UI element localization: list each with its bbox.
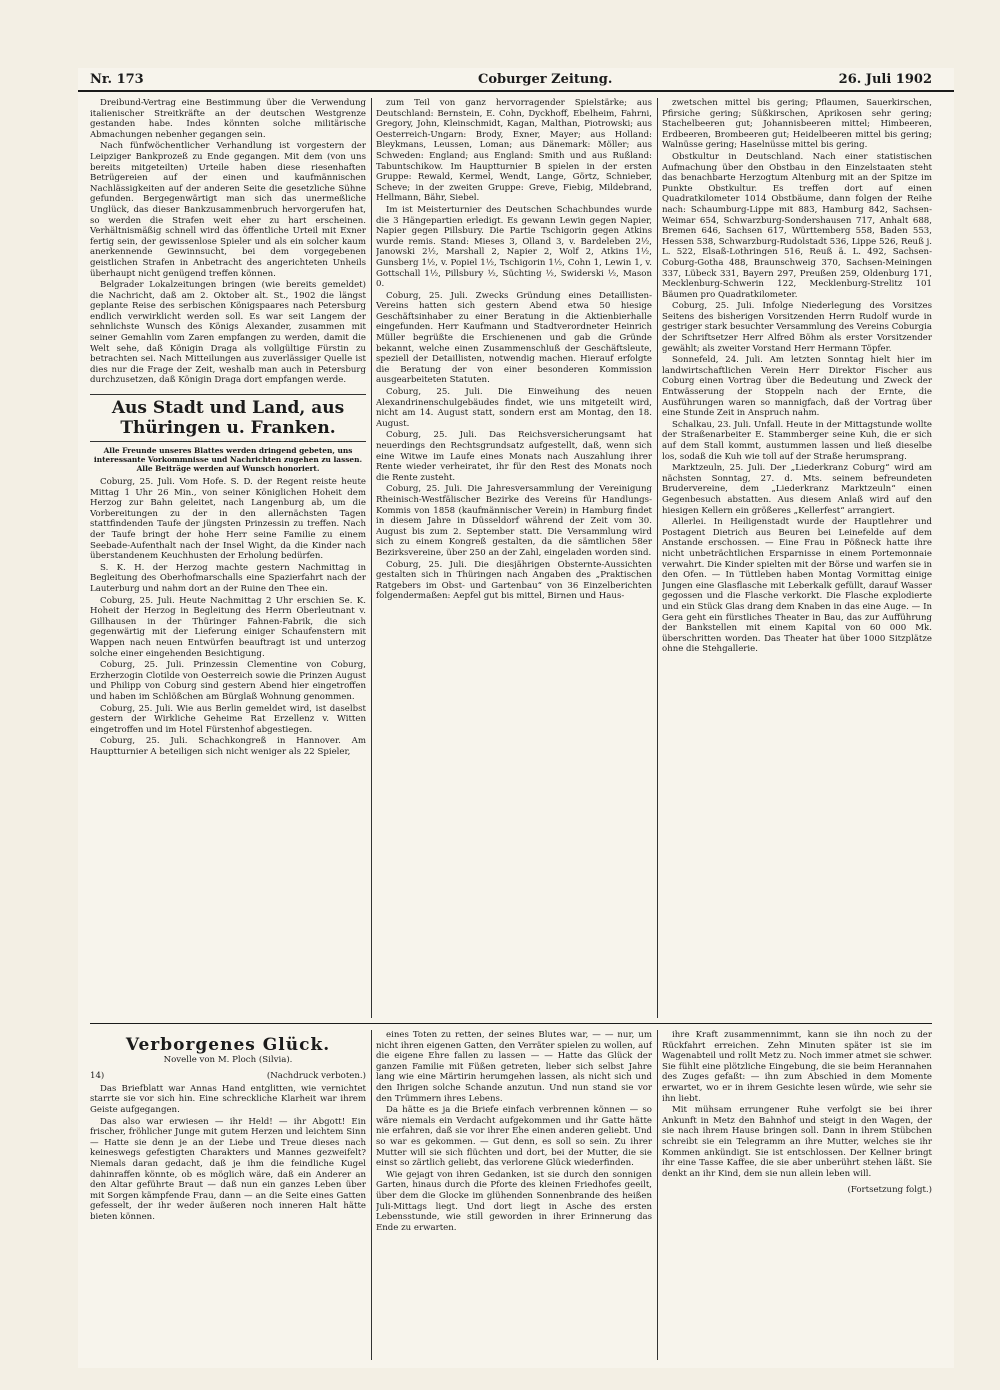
editorial-note: Alle Freunde unseres Blattes werden dringend gebeten, uns interessante Vorkommnisse und Nachrichten zugehen zu lassen. Alle Beiträge werden auf Wunsch honoriert. — [93, 446, 363, 474]
article-paragraph: Dreibund-Vertrag eine Bestimmung über die Verwendung italienischer Streitkräfte an der deutschen Westgrenze gestanden habe. Indes könnten solche militärische Abmachungen nebenher gegangen sein. — [90, 98, 366, 140]
continuation-note: (Fortsetzung folgt.) — [847, 1185, 932, 1196]
article-paragraph: zum Teil von ganz hervorragender Spielstärke; aus Deutschland: Bernstein, E. Cohn, Dyckhoff, Ebelheim, Fahrni, Gregory, John, Kleinschmidt, Kagan, Malthan, Piotrowski; aus Oesterreich-Ungarn: Brody, Exner, Mayer; aus Holland: Bleykmans, Leussen, Loman; aus Dänemark: Möller; aus Schweden: England; aus England: Smith und aus Rußland: Tabuntschikow. Im Hauptturnier B spielen in der ersten Gruppe: Rewald, Kermel, Wendt, Lange, Görtz, Schnieber, Scheve; in der zweiten Gruppe: Greve, Fiebig, Mildebrand, Hellmann, Bähr, Siebel. — [376, 98, 652, 204]
installment-number — [90, 1071, 366, 1082]
article-paragraph: Coburg, 25. Juli. Prinzessin Clementine von Coburg, Erzherzogin Clotilde von Oesterreich sowie die Prinzen August und Philipp von Coburg sind gestern Abend hier eingetroffen und haben im Schlößchen am Bürglaß Wohnung genommen. — [90, 660, 366, 702]
issue-number: Nr. 173 — [90, 72, 144, 87]
page-header — [78, 68, 954, 92]
article-paragraph: Coburg, 25. Juli. Schachkongreß in Hannover. Am Hauptturnier A beteiligen sich nicht weniger als 22 Spieler, — [90, 736, 366, 757]
article-paragraph: S. K. H. der Herzog machte gestern Nachmittag in Begleitung des Oberhofmarschalls eine Spazierfahrt nach der Lauterburg und nahm dort an der Ruine den Thee ein. — [90, 562, 366, 594]
article-paragraph: Belgrader Lokalzeitungen bringen (wie bereits gemeldet) die Nachricht, daß am 2. Oktober alt. St., 1902 die längst geplante Reise des serbischen Königspaares nach Petersburg endlich verwirklicht werden soll. Es war seit Langem der sehnlichste Wunsch des Königs Alexander, zusammen mit seiner Gemahlin vom Zaren empfangen zu werden, damit die Welt sehe, daß Königin Draga als vollgültige Fürstin zu betrachten sei. Nach Mitteilungen aus zuverlässiger Quelle ist dies nur die Frage der Zeit, weshalb man auch in Petersburg durchzusetzen, daß Königin Draga dort empfangen werde. — [90, 280, 366, 386]
rights-note: (Nachdruck verboten.) — [266, 1071, 366, 1082]
story-paragraph: Da hätte es ja die Briefe einfach verbrennen können — so wäre niemals ein Verdacht aufgekommen und ihr Gatte hätte nie erfahren, daß sie vor ihrer Ehe einen anderen geliebt. Und so war es gekommen. — Gut denn, es soll so sein. Zu ihrer Mutter will sie sich flüchten und dort, bei der Mutter, die sie einst so zärtlich geliebt, das verlorene Glück wiederfinden. — [376, 1105, 652, 1169]
feuilleton-divider — [90, 1023, 932, 1024]
newspaper-title: Coburger Zeitung. — [478, 72, 613, 87]
story-author: Novelle von M. Ploch (Silvia). — [163, 1054, 293, 1065]
story-paragraph: Wie gejagt von ihren Gedanken, ist sie durch den sonnigen Garten, hinaus durch die Pforte des kleinen Friedhofes geeilt, über dem die Glocke im glühenden Sonnenbrande des heißen Juli-Mittags liegt. Und dort liegt in Asche des ersten Lebensstunde, wie still geworden in ihrer Erinnerung das Ende zu erwarten. — [376, 1169, 652, 1233]
column-3 — [662, 98, 932, 1018]
article-paragraph: Im ist Meisterturnier des Deutschen Schachbundes wurde die 3 Hängepartien erledigt. Es gewann Lewin gegen Napier, Napier gegen Pillsbury. Die Partie Tschigorin gegen Atkins wurde remis. Stand: Mieses 3, Olland 3, v. Bardeleben 2½, Janowski 2½, Marshall 2, Napier 2, Wolf 2, Atkins 1½, Gunsberg 1½, v. Popiel 1½, Tschigorin 1½, Cohn 1, Lewin 1, v. Gottschall 1½, Pillsbury ½, Süchting ½, Swiderski ½, Mason 0. — [376, 204, 652, 290]
article-paragraph: Coburg, 25. Juli. Die Einweihung des neuen Alexandrinenschulgebäudes findet, wie uns mitgeteilt wird, nicht am 14. August statt, sondern erst am Montag, den 18. August. — [376, 387, 652, 429]
story-paragraph: Das also war erwiesen — ihr Held! — ihr Abgott! Ein frischer, fröhlicher Junge mit gutem Herzen und leichtem Sinn — Hatte sie denn je an der Liebe und Treue dieses nach keineswegs gefestigten Charakters und Mannes gezweifelt? Niemals daran gedacht, daß je ihm die feindliche Kugel dahinraffen könnte, ob es möglich wäre, daß ein Anderer an den Altar geführte Braut — daß nun ein ganzes Leben über mit Sorgen kämpfende Frau, dann — an die Seite eines Gatten gefesselt, der ihr weder äußeren noch inneren Halt hätte bieten können. — [90, 1116, 366, 1222]
article-paragraph: Coburg, 25. Juli. Vom Hofe. S. D. der Regent reiste heute Mittag 1 Uhr 26 Min., von seiner Königlichen Hoheit dem Herzog zur Bahn geleitet, nach Langenburg ab, um die Vorbereitungen zu der in den allernächsten Tagen stattfindenden Taufe der jüngsten Prinzessin zu treffen. Nach der Taufe bringt der hohe Herr seine Familie zu einem Seebade-Aufenthalt nach der Insel Wight, da die Kinder nach überstandenem Keuchhusten der Erholung bedürfen. — [90, 477, 366, 562]
article-paragraph: zwetschen mittel bis gering; Pflaumen, Sauerkirschen, Pfirsiche gering; Süßkirschen, Aprikosen sehr gering; Stachelbeeren gut; Johannisbeeren mittel; Himbeeren, Erdbeeren, Brombeeren gut; Heidelbeeren mittel bis gering; Walnüsse gering; Haselnüsse mittel bis gering. — [662, 98, 932, 151]
column-divider — [371, 1030, 372, 1360]
article-paragraph: Coburg, 25. Juli. Das Reichsversicherungsamt hat neuerdings den Rechtsgrundsatz aufgestellt, daß, wenn sich eine Witwe im Laufe eines Monats nach Auszahlung ihrer Rente wieder verheiratet, ihr für den Rest des Monats noch die Rente zusteht. — [376, 430, 652, 483]
story-title: Verborgenes Glück. — [125, 1035, 331, 1055]
article-paragraph: Nach fünfwöchentlicher Verhandlung ist vorgestern der Leipziger Bankprozeß zu Ende gegangen. Mit dem (von uns bereits mitgeteilten) Urteile haben diese riesenhaften Betrügereien auf der einen und kaufmännischen Nachlässigkeiten auf der anderen Seite die gesetzliche Sühne gefunden. Bergegenwärtigt man sich das unermeßliche Unglück, das dieser Bankzusammenbruch hervorgerufen hat, so werden die Strafen weit eher zu hart erscheinen. Verhältnismäßig schnell wird das öffentliche Urteil mit Exner fertig sein, der gewissenlose Spieler und als ein solcher kaum anerkennende Gewinnsucht, bei dem vorgegebenen geistlichen Strafen in Anbetracht des angerichteten Unheils überhaupt nicht genügend treffen können. — [90, 141, 366, 279]
article-paragraph: Sonnefeld, 24. Juli. Am letzten Sonntag hielt hier im landwirtschaftlichen Verein Herr Direktor Fischer aus Coburg einen Vortrag über die Bedeutung und Zweck der Entwässerung der Stoppeln nach der Ernte, die Ausführungen waren so mannigfach, daß der Vortrag über eine Stunde Zeit in Anspruch nahm. — [662, 355, 932, 419]
article-paragraph: Schalkau, 23. Juli. Unfall. Heute in der Mittagstunde wollte der Straßenarbeiter E. Stammberger seine Kuh, die er sich auf dem Stall kommt, austummen lassen und ließ dieselbe los, sodaß die Kuh wie toll auf der Straße herumsprang. — [662, 419, 932, 462]
column-divider — [371, 98, 372, 1018]
article-paragraph: Coburg, 25. Juli. Heute Nachmittag 2 Uhr erschien Se. K. Hoheit der Herzog in Begleitung des Herrn Oberleutnant v. Gillhausen in der Thüringer Fahnen-Fabrik, die sich gegenwärtig mit der Lieferung einiger Schaufenstern mit Wappen nach neuen Entwürfen beauftragt ist und unterzog solche einer eingehenden Besichtigung. — [90, 595, 366, 659]
section-heading: Aus Stadt und Land, aus Thüringen u. Franken. — [90, 394, 366, 442]
article-paragraph: Coburg, 25. Juli. Infolge Niederlegung des Vorsitzes Seitens des bisherigen Vorsitzenden Herrn Rudolf wurde in gestriger stark besuchter Versammlung des Vereins Coburgia der Schriftsetzer Herr Alfred Böhm als erster Vorsitzender gewählt; als zweiter Vorstand Herr Hermann Töpfer. — [662, 301, 932, 354]
article-paragraph: Marktzeuln, 25. Juli. Der „Liederkranz Coburg“ wird am nächsten Sonntag, 27. d. Mts. seinem befreundeten Brudervereine, dem „Liederkranz Marktzeuln“ einen Gegenbesuch abstatten. Aus diesem Anlaß wird auf den hiesigen Kellern ein größeres „Kellerfest“ arrangiert. — [662, 463, 932, 516]
article-paragraph: Obstkultur in Deutschland. Nach einer statistischen Aufmachung über den Obstbau in den Einzelstaaten steht das benachbarte Herzogtum Altenburg mit an der Spitze im Punkte Obstkultur. Es treffen dort auf einen Quadratkilometer 1014 Obstbäume, dann folgen der Reihe nach: Schaumburg-Lippe mit 883, Hamburg 842, Sachsen-Weimar 654, Schwarzburg-Sondershausen 717, Anhalt 688, Bremen 646, Sachsen 617, Württemberg 558, Baden 553, Hessen 538, Schwarzburg-Rudolstadt 536, Lippe 526, Reuß j. L. 522, Elsaß-Lothringen 516, Reuß ä. L. 492, Sachsen-Coburg-Gotha 488, Braunschweig 370, Sachsen-Meiningen 337, Lübeck 331, Bayern 297, Preußen 259, Oldenburg 171, Mecklenburg-Schwerin 122, Mecklenburg-Strelitz 101 Bäumen pro Quadratkilometer. — [662, 151, 932, 300]
feuilleton-column-1 — [90, 1030, 366, 1360]
story-paragraph: ihre Kraft zusammennimmt, kann sie ihn noch zu der Rückfahrt erreichen. Zehn Minuten später ist sie im Wagenabteil und rollt Metz zu. Noch immer atmet sie schwer. Sie fühlt eine plötzliche Eingebung, die sie beim Herannahen des Zuges gefaßt: — ihn zum Abschied in dem Momente erwartet, wo er in ihrem Gesichte lesen würde, wie sehr sie ihn liebt. — [662, 1030, 932, 1104]
column-1 — [90, 98, 366, 1018]
story-paragraph: eines Toten zu retten, der seines Blutes war, — — nur, um nicht ihren eigenen Gatten, den Verräter spielen zu wollen, auf die eigene Ehre fallen zu lassen — — Hatte das Glück der ganzen Familie mit Füßen getreten, lieber sich selbst Jahre lang wie eine Märtirin herumgehen lassen, als nicht sich und den Ihrigen solche Schande anzutun. Und nun stand sie vor den Trümmern ihres Lebens. — [376, 1030, 652, 1104]
story-paragraph: Das Briefblatt war Annas Hand entglitten, wie vernichtet starrte sie vor sich hin. Eine schreckliche Klarheit war ihrem Geiste aufgegangen. — [90, 1083, 366, 1115]
article-paragraph: Coburg, 25. Juli. Zwecks Gründung eines Detaillisten-Vereins hatten sich gestern Abend etwa 50 hiesige Geschäftsinhaber zu einer Beratung in die Aktienbierhalle eingefunden. Herr Kaufmann und Stadtverordneter Heinrich Müller begrüßte die Erschienenen und gab die Gründe bekannt, welche einen Zusammenschluß der Geschäftsleute, speziell der Detaillisten, notwendig machen. Hierauf erfolgte die Beratung der von einer besonderen Kommission ausgearbeiteten Statuten. — [376, 290, 652, 386]
issue-date: 26. Juli 1902 — [838, 72, 932, 87]
article-paragraph: Coburg, 25. Juli. Die diesjährigen Obsternte-Aussichten gestalten sich in Thüringen nach Angaben des „Praktischen Ratgebers im Obst- und Gartenbau“ von 36 Einzelberichten folgendermaßen: Aepfel gut bis mittel, Birnen und Haus- — [376, 559, 652, 602]
story-paragraph: Mit mühsam errungener Ruhe verfolgt sie bei ihrer Ankunft in Metz den Bahnhof und steigt in den Wagen, der sie nach ihrem Hause bringen soll. Dann in ihrem Stübchen schreibt sie ein Telegramm an ihre Mutter, welches sie ihr Kommen ankündigt. Sie ist entschlossen. Der Kellner bringt ihr eine Tasse Kaffee, die sie aber unberührt stehen läßt. Sie denkt an ihr Kind, dem sie nun allein leben will. — [662, 1105, 932, 1179]
column-divider — [657, 98, 658, 1018]
feuilleton-column-3 — [662, 1030, 932, 1360]
installment-index: 14) — [90, 1071, 105, 1082]
column-divider — [657, 1030, 658, 1360]
feuilleton-column-2 — [376, 1030, 652, 1360]
column-2 — [376, 98, 652, 1018]
newspaper-page — [78, 68, 954, 1368]
article-paragraph: Allerlei. In Heiligenstadt wurde der Hauptlehrer und Postagent Dietrich aus Beuren bei Leinefelde auf dem Anstande erschossen. — Eine Frau in Pößneck hatte ihre nicht unbeträchtlichen Ersparnisse in einem Portemonnaie verwahrt. Die Kinder spielten mit der Börse und warfen sie in den Ofen. — In Tüttleben haben Montag Vormittag einige Jungen eine Glasflasche mit Leberkalk gefüllt, darauf Wasser gegossen und die Flasche verkorkt. Die Flasche explodierte und ein Stück Glas drang dem Knaben in das eine Auge. — In Gera geht ein fürstliches Theater in Bau, das zur Aufführung der Bankstellen mit einem Kapital von 60 000 Mk. überschritten worden. Das Theater hat über 1000 Sitzplätze ohne die Stehgallerie. — [662, 517, 932, 655]
article-paragraph: Coburg, 25. Juli. Wie aus Berlin gemeldet wird, ist daselbst gestern der Wirkliche Geheime Rat Erzellenz v. Witten eingetroffen und im Hotel Fürstenhof abgestiegen. — [90, 703, 366, 735]
article-paragraph: Coburg, 25. Juli. Die Jahresversammlung der Vereinigung Rheinisch-Westfälischer Bezirke des Vereins für Handlungs-Kommis von 1858 (kaufmännischer Verein) in Hamburg findet in diesem Jahre in Düsseldorf während der Zeit vom 30. August bis zum 2. September statt. Die Versammlung wird sich zu einem Kongreß gestalten, da die sämtlichen 58er Bezirksvereine, über 250 an der Zahl, eingeladen worden sind. — [376, 484, 652, 558]
